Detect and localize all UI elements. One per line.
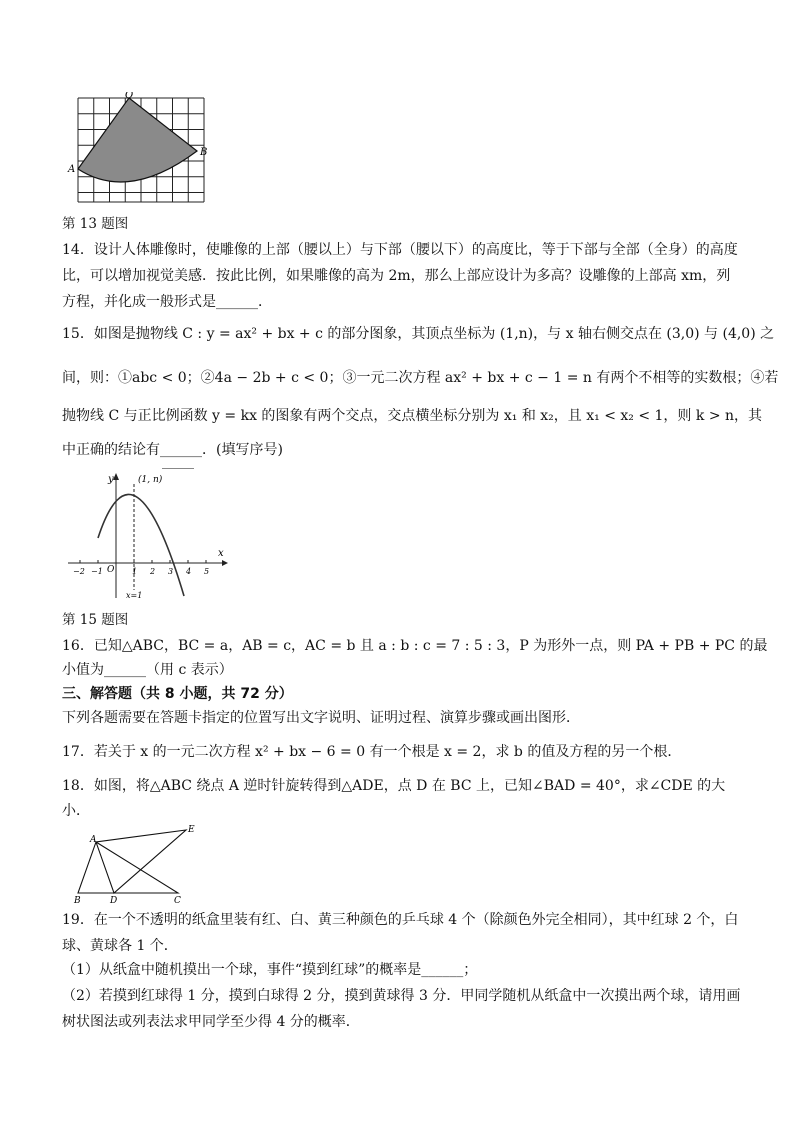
figure-13-caption: 第 13 题图	[62, 216, 129, 232]
q15-line1: 15．如图是抛物线 C : y = ax² + bx + c 的部分图象，其顶点坐标为 (1,n)，与 x 轴右侧交点在 (3,0) 与 (4,0) 之	[62, 326, 775, 342]
q14-line3: 方程，并化成一般形式是______．	[62, 294, 272, 310]
label-origin: O	[107, 565, 115, 575]
tick-1: 1	[132, 567, 138, 576]
tick-neg2: −2	[73, 567, 85, 576]
q14-line2: 比，可以增加视觉美感．按此比例，如果雕像的高为 2m，那么上部应设计为多高？设雕像的上部高 xm，列	[62, 268, 731, 284]
label-C: C	[174, 896, 181, 906]
tick-5: 5	[204, 567, 210, 576]
q16-line1: 16．已知△ABC，BC = a，AB = c，AC = b 且 a : b : c = 7 : 5 : 3，P 为形外一点，则 PA + PB + PC 的最	[62, 638, 768, 654]
figure-13-sector-grid	[66, 92, 216, 208]
label-O: O	[125, 92, 134, 101]
q19-line2: 球、黄球各 1 个．	[62, 938, 178, 954]
q18-line2: 小．	[62, 803, 90, 819]
label-A: A	[90, 835, 97, 845]
q18-line1: 18．如图，将△ABC 绕点 A 逆时针旋转得到△ADE，点 D 在 BC 上，已知∠BAD = 40°，求∠CDE 的大	[62, 778, 726, 794]
label-A: A	[68, 164, 76, 175]
q19-line5: 树状图法或列表法求甲同学至少得 4 分的概率．	[62, 1014, 360, 1030]
q16-line2: 小值为______（用 c 表示）	[62, 662, 233, 678]
q19-line4: （2）若摸到红球得 1 分，摸到白球得 2 分，摸到黄球得 3 分．甲同学随机从纸盒中一次摸出两个球，请用画	[62, 988, 741, 1004]
q15-line4: 中正确的结论有______．(填写序号)	[62, 442, 283, 458]
label-D: D	[110, 896, 118, 906]
vertex-label: (1, n)	[138, 475, 163, 485]
figure-15-caption: 第 15 题图	[62, 612, 129, 628]
figure-18-triangles	[66, 822, 206, 906]
label-x: x	[218, 548, 224, 559]
label-B: B	[74, 896, 81, 906]
label-E: E	[188, 825, 195, 835]
triangle-ADE	[96, 830, 186, 893]
section-3-instruction: 下列各题需要在答题卡指定的位置写出文字说明、证明过程、演算步骤或画出图形．	[62, 710, 580, 726]
q14-line1: 14．设计人体雕像时，使雕像的上部（腰以上）与下部（腰以下）的高度比，等于下部与全部（全身）的高度	[62, 242, 738, 258]
q15-line2: 间，则：①abc < 0；②4a − 2b + c < 0；③一元二次方程 ax² + bx + c − 1 = n 有两个不相等的实数根；④若	[62, 370, 779, 386]
tick-3: 3	[168, 567, 174, 576]
tick-4: 4	[186, 567, 192, 576]
label-B: B	[200, 147, 208, 158]
figure-15-parabola	[62, 468, 230, 602]
label-y: y	[108, 474, 114, 485]
tick-2: 2	[150, 567, 156, 576]
q15-line3: 抛物线 C 与正比例函数 y = kx 的图象有两个交点，交点横坐标分别为 x₁ 和 x₂，且 x₁ < x₂ < 1，则 k > n，其	[62, 408, 763, 424]
tick-neg1: −1	[91, 567, 103, 576]
q19-line1: 19．在一个不透明的纸盒里装有红、白、黄三种颜色的乒乓球 4 个（除颜色外完全相同），其中红球 2 个，白	[62, 912, 739, 928]
sector-shape	[78, 98, 197, 182]
parabola-curve	[98, 494, 184, 596]
q19-line3: （1）从纸盒中随机摸出一个球，事件“摸到红球”的概率是______；	[62, 962, 478, 978]
axis-label: x=1	[126, 591, 143, 600]
q17-line1: 17．若关于 x 的一元二次方程 x² + bx − 6 = 0 有一个根是 x = 2，求 b 的值及方程的另一个根．	[62, 744, 682, 760]
section-3-heading: 三、解答题（共 8 小题，共 72 分）	[62, 686, 293, 702]
